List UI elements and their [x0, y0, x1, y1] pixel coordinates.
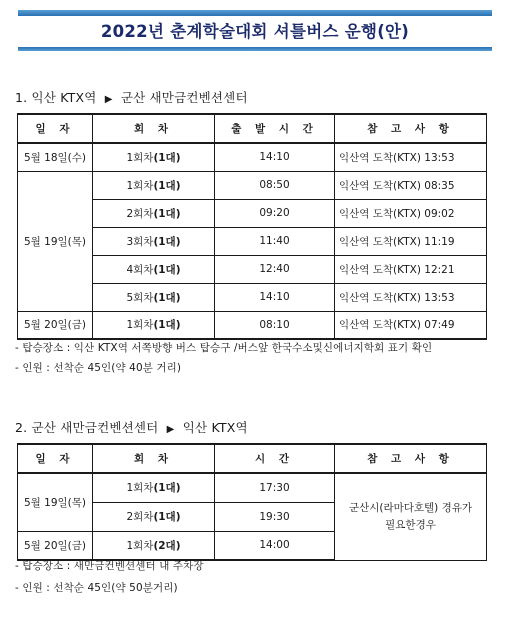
right-triangle-icon: ▶ [104, 94, 113, 105]
table-row [18, 473, 487, 502]
section1-number: 1. [15, 90, 28, 105]
date-cell: 5월 18일(수) [18, 143, 93, 171]
time-cell: 14:10 [215, 283, 335, 311]
page-title: 2022년 춘계학술대회 셔틀버스 운행(안) [100, 22, 410, 41]
note-line: 군산시(라마다호텔) 경유가 [348, 501, 473, 514]
bus-count: (1대) [153, 263, 181, 276]
section1-boarding-location: - 탑승장소 : 익산 KTX역 서쪽방향 버스 탑승구 /버스앞 한국수소및신에너지학회 표기 확인 [15, 342, 433, 354]
column-header: 회 차 [93, 114, 215, 143]
note-cell: 익산역 도착(KTX) 09:02 [335, 199, 487, 227]
bus-count: (1대) [153, 291, 181, 304]
title-bottom-rule [18, 47, 492, 51]
note-cell: 익산역 도착(KTX) 11:19 [335, 227, 487, 255]
section2-heading [15, 418, 248, 436]
column-header: 시 간 [215, 444, 335, 473]
round-cell [93, 255, 215, 283]
round-cell [93, 199, 215, 227]
table-header-row [18, 444, 487, 473]
note-cell [335, 473, 487, 560]
bus-count: (1대) [153, 179, 181, 192]
round-label: 1회차 [126, 539, 154, 552]
round-cell [93, 311, 215, 339]
round-label: 1회차 [126, 151, 154, 164]
round-label: 1회차 [126, 482, 154, 495]
section1-destination: 군산 새만금컨벤션센터 [120, 90, 248, 105]
round-cell [93, 227, 215, 255]
section2-number: 2. [15, 420, 28, 435]
date-cell: 5월 20일(금) [18, 531, 93, 560]
table-row [18, 311, 487, 339]
round-label: 3회차 [126, 235, 154, 248]
round-cell [93, 502, 215, 531]
date-cell: 5월 19일(목) [18, 171, 93, 311]
time-cell: 09:20 [215, 199, 335, 227]
note-line: 필요한경우 [385, 518, 436, 531]
bus-count: (1대) [153, 482, 181, 495]
time-cell: 14:00 [215, 531, 335, 560]
section1-capacity: - 인원 : 선착순 45인(약 40분 거리) [15, 362, 182, 374]
column-header: 참 고 사 항 [335, 444, 487, 473]
round-cell [93, 143, 215, 171]
right-triangle-icon: ▶ [166, 424, 175, 435]
time-cell: 19:30 [215, 502, 335, 531]
bus-count: (1대) [153, 511, 181, 523]
time-cell: 08:10 [215, 311, 335, 339]
column-header: 출 발 시 간 [215, 114, 335, 143]
time-cell: 17:30 [215, 473, 335, 502]
bus-count: (2대) [153, 539, 181, 552]
round-label: 2회차 [126, 207, 154, 220]
time-cell: 12:40 [215, 255, 335, 283]
section2-origin: 군산 새만금컨벤션센터 [31, 420, 159, 435]
column-header: 일 자 [18, 114, 93, 143]
time-cell: 14:10 [215, 143, 335, 171]
section1-origin: 익산 KTX역 [31, 90, 97, 105]
table-header-row [18, 114, 487, 143]
round-label: 2회차 [126, 511, 154, 523]
note-cell: 익산역 도착(KTX) 13:53 [335, 143, 487, 171]
bus-count: (1대) [153, 151, 181, 164]
section2-destination: 익산 KTX역 [182, 420, 248, 435]
note-cell: 익산역 도착(KTX) 13:53 [335, 283, 487, 311]
round-cell [93, 283, 215, 311]
column-header: 회 차 [93, 444, 215, 473]
section1-heading [15, 88, 248, 106]
round-label: 1회차 [126, 179, 154, 192]
round-cell [93, 531, 215, 560]
round-label: 5회차 [126, 291, 154, 304]
schedule-table-1 [17, 113, 487, 340]
note-cell: 익산역 도착(KTX) 07:49 [335, 311, 487, 339]
table-row [18, 171, 487, 199]
bus-count: (1대) [153, 319, 181, 332]
round-cell [93, 171, 215, 199]
bus-count: (1대) [153, 207, 181, 220]
schedule-table-2 [17, 443, 487, 561]
note-cell: 익산역 도착(KTX) 08:35 [335, 171, 487, 199]
column-header: 일 자 [18, 444, 93, 473]
section2-capacity: - 인원 : 선착순 45인(약 50분거리) [15, 582, 178, 594]
round-label: 4회차 [126, 263, 154, 276]
round-cell [93, 473, 215, 502]
table-row [18, 143, 487, 171]
time-cell: 08:50 [215, 171, 335, 199]
bus-count: (1대) [153, 235, 181, 248]
round-label: 1회차 [126, 319, 154, 332]
section2-boarding-location: - 탑승장소 : 새만금컨벤션센터 내 주차장 [15, 560, 204, 572]
date-cell: 5월 20일(금) [18, 311, 93, 339]
date-cell: 5월 19일(목) [18, 473, 93, 531]
column-header: 참 고 사 항 [335, 114, 487, 143]
title-top-rule [18, 10, 492, 16]
time-cell: 11:40 [215, 227, 335, 255]
note-cell: 익산역 도착(KTX) 12:21 [335, 255, 487, 283]
